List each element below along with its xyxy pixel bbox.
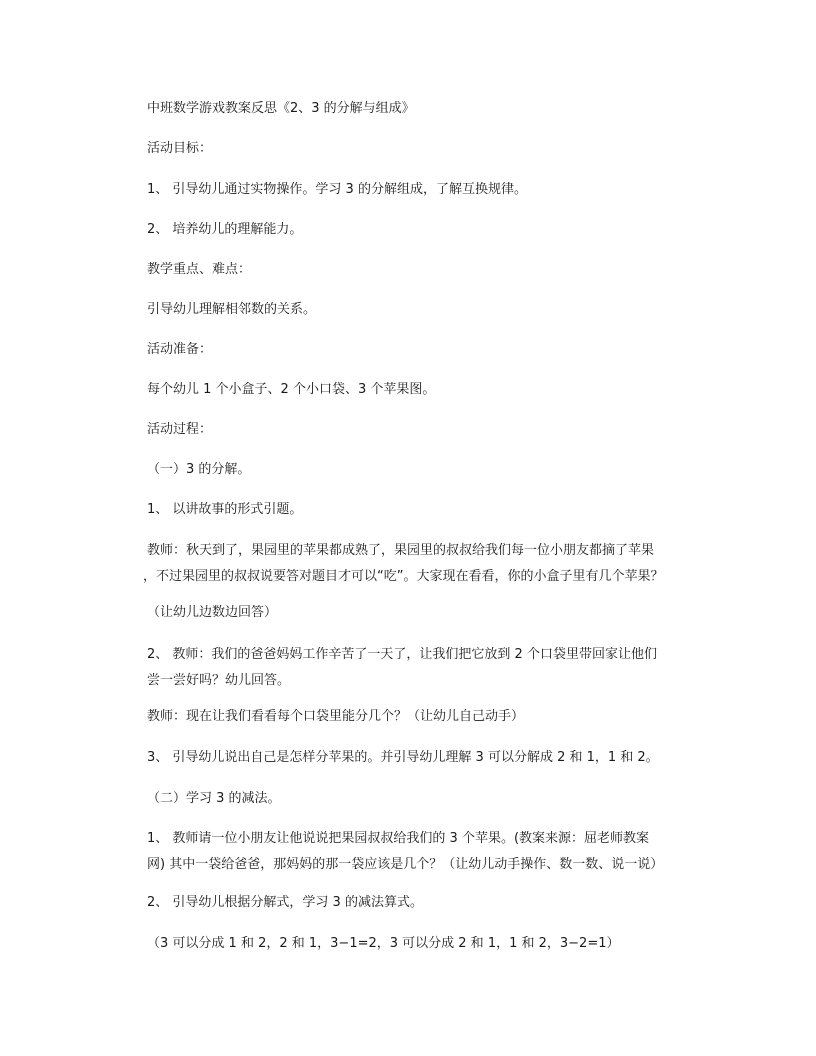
paragraph: 1、 引导幼儿通过实物操作。学习 3 的分解组成，了解互换规律。 [147, 182, 527, 197]
paragraph: 2、 培养幼儿的理解能力。 [147, 222, 303, 237]
paragraph-line: 教师：秋天到了，果园里的苹果都成熟了，果园里的叔叔给我们每一位小朋友都摘了苹果 [147, 543, 655, 558]
paragraph-line: 网) 其中一袋给爸爸，那妈妈的那一袋应该是几个？（让幼儿动手操作、数一数、说一说） [147, 857, 664, 872]
paragraph: （让幼儿边数边回答） [147, 605, 278, 620]
section-heading-key-points: 教学重点、难点： [147, 262, 252, 277]
paragraph-line: 尝一尝好吗？幼儿回答。 [147, 673, 291, 688]
paragraph: （3 可以分成 1 和 2，2 和 1，3−1=2，3 可以分成 2 和 1，1 和 2，3−2=1） [147, 936, 620, 951]
paragraph: 每个幼儿 1 个小盒子、2 个小口袋、3 个苹果图。 [147, 382, 436, 397]
subsection-heading: （二）学习 3 的减法。 [147, 791, 281, 806]
paragraph [147, 642, 687, 694]
document-title: 中班数学游戏教案反思《2、3 的分解与组成》 [147, 101, 415, 116]
subsection-heading: （一）3 的分解。 [147, 462, 251, 477]
paragraph: 2、 引导幼儿根据分解式，学习 3 的减法算式。 [147, 895, 423, 910]
section-heading-preparation: 活动准备： [147, 342, 213, 357]
paragraph: 3、 引导幼儿说出自己是怎样分苹果的。并引导幼儿理解 3 可以分解成 2 和 1，1 和 2。 [147, 750, 659, 765]
section-heading-goals: 活动目标： [147, 141, 213, 156]
paragraph: 引导幼儿理解相邻数的关系。 [147, 302, 317, 317]
paragraph-line: 1、 教师请一位小朋友让他说说把果园叔叔给我们的 3 个苹果。(教案来源：屈老师教案 [147, 831, 650, 846]
paragraph: 1、 以讲故事的形式引题。 [147, 502, 303, 517]
paragraph-line: ，不过果园里的叔叔说要答对题目才可以“吃”。大家现在看看，你的小盒子里有几个苹果？ [143, 569, 664, 584]
paragraph [147, 826, 687, 878]
paragraph-line: 2、 教师：我们的爸爸妈妈工作辛苦了一天了，让我们把它放到 2 个口袋里带回家让他们 [147, 647, 657, 662]
paragraph: 教师：现在让我们看看每个口袋里能分几个？（让幼儿自己动手） [147, 709, 525, 724]
section-heading-process: 活动过程： [147, 422, 213, 437]
paragraph [143, 538, 687, 590]
